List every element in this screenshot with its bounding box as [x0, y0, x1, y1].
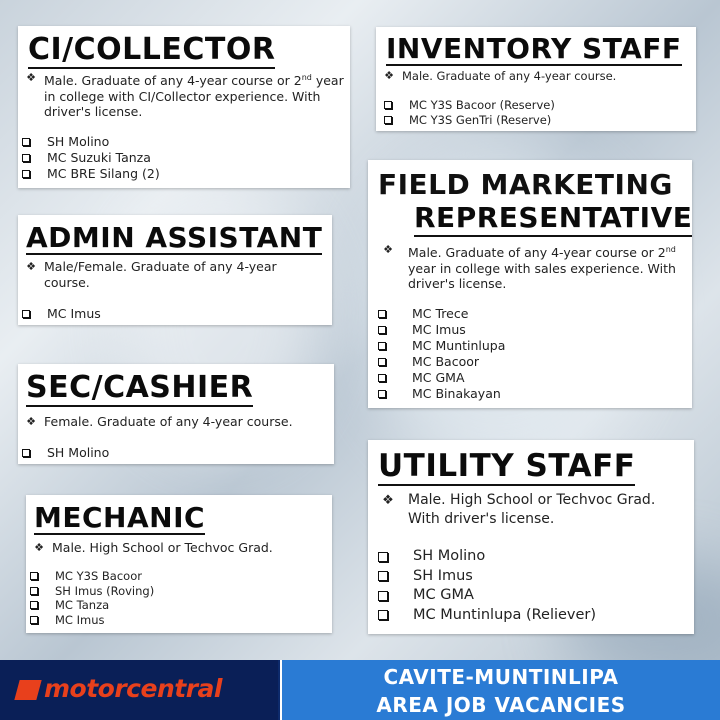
list-item: MC GMA	[374, 586, 596, 606]
diamond-bullet-icon: ❖	[26, 415, 36, 428]
ci-collector-title: CI/COLLECTOR	[28, 32, 276, 67]
checkbox-icon	[30, 601, 38, 609]
checkbox-icon	[22, 170, 30, 178]
area-title-line2: AREA JOB VACANCIES	[376, 693, 626, 717]
checkbox-icon	[378, 610, 388, 620]
inventory-staff-card	[376, 27, 696, 131]
list-item: SH Imus (Roving)	[26, 584, 154, 599]
inventory-staff-locations	[380, 98, 555, 127]
list-item: MC Muntinlupa	[374, 338, 505, 354]
sec-cashier-title: SEC/CASHIER	[26, 370, 254, 405]
footer-banner	[0, 660, 720, 720]
diamond-bullet-icon: ❖	[34, 541, 44, 554]
list-item: MC Y3S GenTri (Reserve)	[380, 113, 555, 128]
sec-cashier-locations	[18, 445, 109, 461]
checkbox-icon	[22, 154, 30, 162]
list-item: MC Y3S Bacoor	[26, 569, 154, 584]
area-banner	[280, 660, 720, 720]
list-item: MC Suzuki Tanza	[18, 150, 160, 166]
motorcentral-logo: motorcentral	[44, 674, 222, 703]
list-item: MC Imus	[18, 306, 101, 322]
mechanic-requirement: Male. High School or Techvoc Grad.	[52, 540, 273, 555]
admin-assistant-requirement: Male/Female. Graduate of any 4-year course.	[44, 259, 277, 290]
utility-staff-requirement: Male. High School or Techvoc Grad. With driver's license.	[408, 492, 656, 527]
mechanic-locations	[26, 569, 154, 627]
list-item: SH Imus	[374, 567, 596, 587]
list-item: MC Y3S Bacoor (Reserve)	[380, 98, 555, 113]
diamond-bullet-icon: ❖	[383, 243, 393, 256]
checkbox-icon	[378, 390, 386, 398]
list-item: SH Molino	[18, 134, 160, 150]
admin-assistant-locations	[18, 306, 101, 322]
list-item: SH Molino	[374, 547, 596, 567]
checkbox-icon	[22, 449, 30, 457]
ci-collector-card	[18, 26, 350, 188]
area-title-line1: CAVITE-MUNTINLIPA	[383, 665, 619, 689]
sec-cashier-requirement: Female. Graduate of any 4-year course.	[44, 414, 293, 429]
list-item: MC GMA	[374, 370, 505, 386]
checkbox-icon	[378, 591, 388, 601]
logo-area	[0, 660, 278, 720]
diamond-bullet-icon: ❖	[26, 260, 36, 273]
checkbox-icon	[378, 571, 388, 581]
field-marketing-locations	[374, 306, 505, 402]
checkbox-icon	[30, 572, 38, 580]
admin-assistant-card	[18, 215, 332, 325]
list-item: MC Trece	[374, 306, 505, 322]
checkbox-icon	[378, 342, 386, 350]
checkbox-icon	[384, 101, 392, 109]
ci-collector-locations	[18, 134, 160, 182]
checkbox-icon	[378, 326, 386, 334]
field-marketing-title-line1: FIELD MARKETING	[378, 168, 673, 201]
checkbox-icon	[30, 616, 38, 624]
list-item: MC Bacoor	[374, 354, 505, 370]
mechanic-title: MECHANIC	[34, 501, 206, 534]
checkbox-icon	[384, 116, 392, 124]
inventory-staff-title: INVENTORY STAFF	[386, 32, 682, 65]
sec-cashier-card	[18, 364, 334, 464]
checkbox-icon	[378, 358, 386, 366]
ci-collector-requirement: Male. Graduate of any 4-year course or 2nd year in college with CI/Collector experience. With driver's license.	[44, 73, 344, 120]
checkbox-icon	[378, 374, 386, 382]
utility-staff-title: UTILITY STAFF	[378, 448, 636, 484]
checkbox-icon	[378, 552, 388, 562]
diamond-bullet-icon: ❖	[26, 71, 36, 84]
list-item: SH Molino	[18, 445, 109, 461]
field-marketing-card	[368, 160, 692, 408]
inventory-staff-requirement: Male. Graduate of any 4-year course.	[402, 69, 617, 83]
field-marketing-title-line2: REPRESENTATIVE	[414, 202, 692, 237]
list-item: MC Imus	[374, 322, 505, 338]
admin-assistant-title: ADMIN ASSISTANT	[26, 221, 323, 254]
diamond-bullet-icon: ❖	[382, 493, 394, 508]
list-item: MC Imus	[26, 613, 154, 628]
checkbox-icon	[22, 138, 30, 146]
field-marketing-requirement: Male. Graduate of any 4-year course or 2nd year in college with sales experience. With driver's license.	[408, 245, 676, 292]
utility-staff-card	[368, 440, 694, 634]
checkbox-icon	[378, 310, 386, 318]
diamond-bullet-icon: ❖	[384, 69, 394, 82]
list-item: MC Binakayan	[374, 386, 505, 402]
list-item: MC Tanza	[26, 598, 154, 613]
mechanic-card	[26, 495, 332, 633]
utility-staff-locations	[374, 547, 596, 625]
list-item: MC BRE Silang (2)	[18, 166, 160, 182]
checkbox-icon	[30, 587, 38, 595]
list-item: MC Muntinlupa (Reliever)	[374, 606, 596, 626]
checkbox-icon	[22, 310, 30, 318]
motorcentral-logo-mark-icon	[14, 680, 41, 700]
